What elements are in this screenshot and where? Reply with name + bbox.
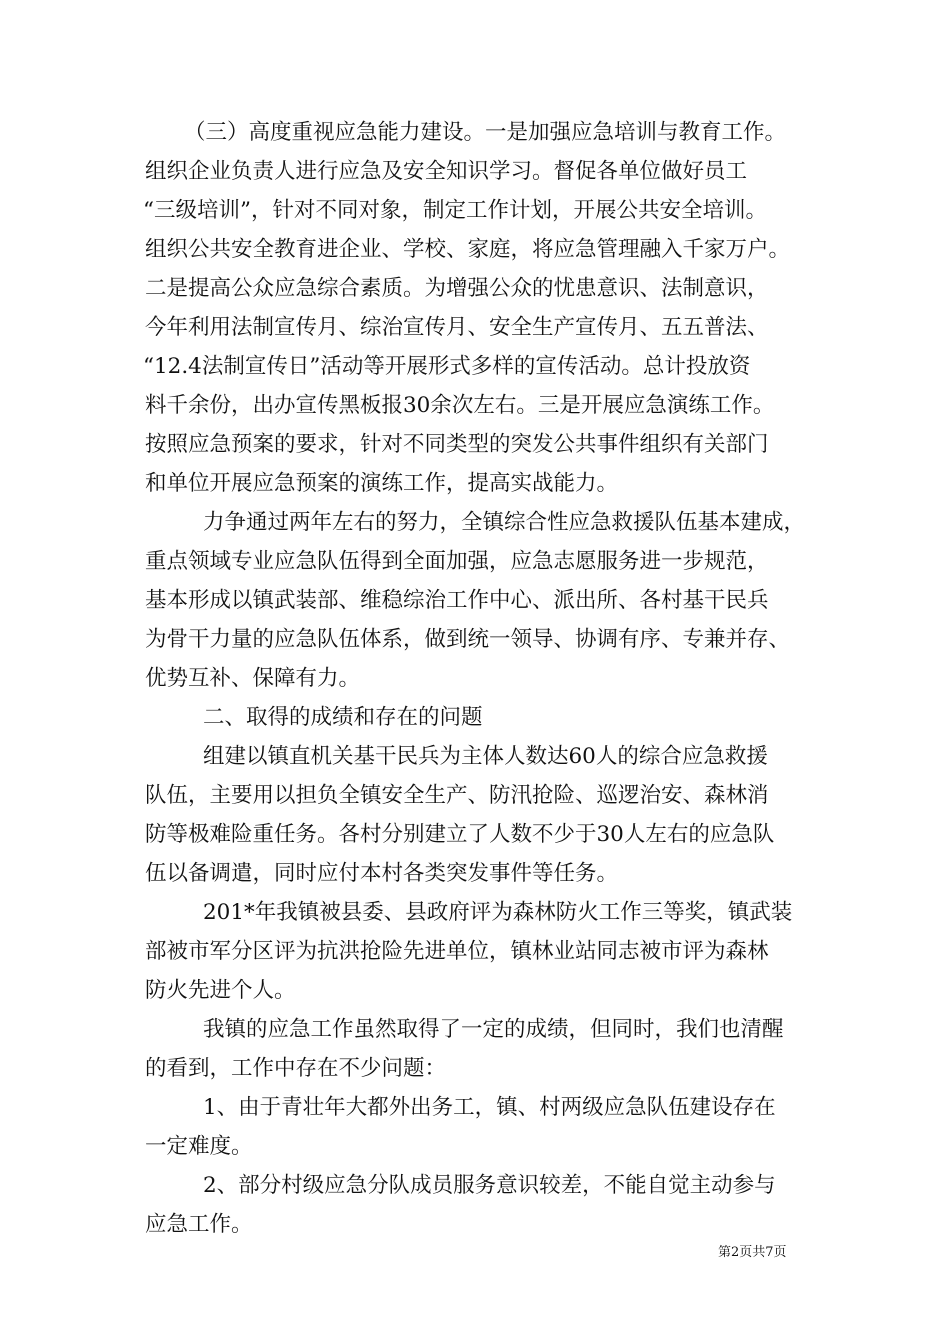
section-heading-text: 二、取得的成绩和存在的问题 [203,705,483,730]
text-line: 我镇的应急工作虽然取得了一定的成绩，但同时，我们也清醒 [203,1017,784,1042]
text-line: 力争通过两年左右的努力，全镇综合性应急救援队伍基本建成， [203,510,806,535]
text-line: 2、部分村级应急分队成员服务意识较差，不能自觉主动参与 [203,1173,776,1198]
text-line: 组建以镇直机关基干民兵为主体人数达60人的综合应急救援 [203,744,768,769]
text-line: 伍以备调遣，同时应付本村各类突发事件等任务。 [145,861,619,886]
text-line: 应急工作。 [145,1212,253,1237]
text-line: 按照应急预案的要求，针对不同类型的突发公共事件组织有关部门 [145,432,769,457]
text-line: 重点领域专业应急队伍得到全面加强，应急志愿服务进一步规范， [145,549,769,574]
text-line: 组织公共安全教育进企业、学校、家庭，将应急管理融入千家万户。 [145,237,791,262]
text-line: 基本形成以镇武装部、维稳综治工作中心、派出所、各村基干民兵 [145,588,769,613]
text-line: 的看到，工作中存在不少问题： [145,1056,447,1081]
text-line: 防等极难险重任务。各村分别建立了人数不少于30人左右的应急队 [145,822,775,847]
text-line: 队伍，主要用以担负全镇安全生产、防汛抢险、巡逻治安、森林消 [145,783,769,808]
text-line: 为骨干力量的应急队伍体系，做到统一领导、协调有序、专兼并存、 [145,627,791,652]
page-number: 第2页共7页 [718,1245,787,1260]
text-line: 今年利用法制宣传月、综治宣传月、安全生产宣传月、五五普法、 [145,315,769,340]
text-line: 优势互补、保障有力。 [145,666,361,691]
text-line: 1、由于青壮年大都外出务工，镇、村两级应急队伍建设存在 [203,1095,776,1120]
text-line: 料千余份，出办宣传黑板报30余次左右。三是开展应急演练工作。 [145,393,775,418]
text-line: “三级培训”，针对不同对象，制定工作计划，开展公共安全培训。 [143,198,767,223]
text-line: 防火先进个人。 [145,978,296,1003]
text-line: 和单位开展应急预案的演练工作，提高实战能力。 [145,471,619,496]
text-line: 一定难度。 [145,1134,253,1159]
text-line: “12.4法制宣传日”活动等开展形式多样的宣传活动。总计投放资 [143,354,751,379]
text-line: （三）高度重视应急能力建设。一是加强应急培训与教育工作。 [184,120,787,145]
text-line: 组织企业负责人进行应急及安全知识学习。督促各单位做好员工 [145,159,748,184]
text-line: 二是提高公众应急综合素质。为增强公众的忧患意识、法制意识， [145,276,769,301]
text-line: 201*年我镇被县委、县政府评为森林防火工作三等奖，镇武装 [203,900,793,925]
text-line: 部被市军分区评为抗洪抢险先进单位，镇林业站同志被市评为森林 [145,939,769,964]
